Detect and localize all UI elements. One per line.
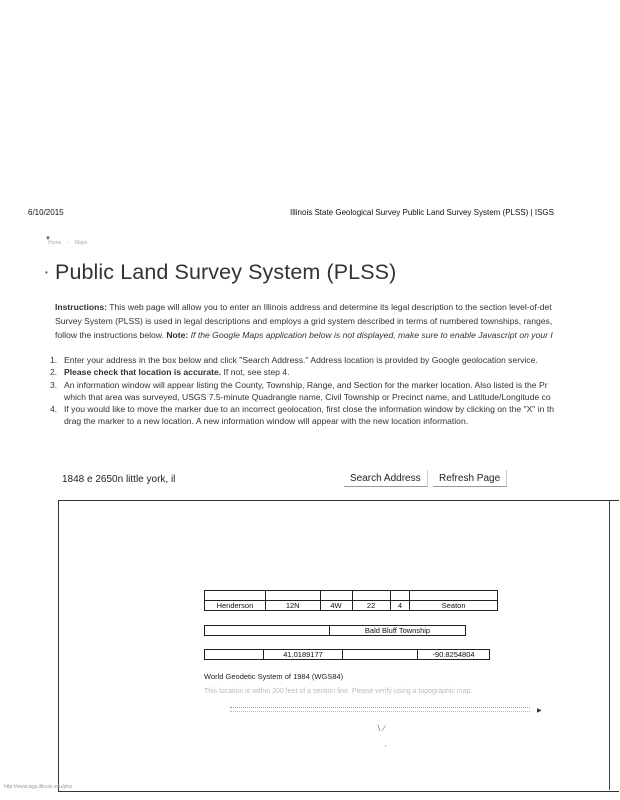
step-number: 3. [50,379,58,390]
civil-township-cell: Bald Bluff Township [330,626,466,636]
instructions-line-2: Survey System (PLSS) is used in legal descriptions and employs a grid system described in terms of numbered townships, ranges, [55,316,553,326]
print-page-title: Illinois State Geological Survey Public Land Survey System (PLSS) | ISGS [290,208,554,217]
step-text-cont: which that area was surveyed, USGS 7.5-minute Quadrangle name, Civil Township or Precinct name, and Latitude/Longitude co [64,391,551,402]
breadcrumb-maps[interactable]: Maps [75,240,88,246]
step-number: 4. [50,404,58,415]
latitude-cell: 41.0189177 [264,650,343,660]
step-text-cont: drag the marker to a new location. A new information window will appear with the new location information. [64,416,469,427]
longitude-cell: -90.8254804 [418,650,490,660]
search-address-button[interactable]: Search Address [344,470,428,487]
county-cell: Henderson [205,601,266,611]
refresh-page-button[interactable]: Refresh Page [433,470,507,487]
step-text: If not, see step 4. [221,367,290,378]
table-row [205,626,466,636]
address-input[interactable]: 1848 e 2650n little york, il [62,474,176,485]
step-text: If you would like to move the marker due to an incorrect geolocation, first close the information window by clicking on the "X" in th [64,404,554,415]
table-cell [205,591,266,601]
instructions-line-1 [55,302,552,312]
datum-label: World Geodetic System of 1984 (WGS84) [204,672,344,681]
note-label: Note: [166,330,189,340]
table-cell [390,591,410,601]
step-number: 2. [50,367,58,378]
table-row [205,601,498,611]
breadcrumb-marker: ▼ [45,236,51,242]
table-cell [410,591,498,601]
note-text: If the Google Maps application below is not displayed, make sure to enable Javascript on your I [190,330,553,340]
step-text: An information window will appear listing the County, Township, Range, and Section for the marker location. Also listed is the Pr [64,379,548,390]
table-cell [352,591,390,601]
range-cell: 4W [320,601,352,611]
play-arrow-icon: ▶ [537,708,542,714]
step-number: 1. [50,355,58,365]
quadrangle-cell: Seaton [410,601,498,611]
marker-tick-icon: ’ [385,745,387,752]
step-text: Enter your address in the box below and click "Search Address." Address location is provided by Google geolocation service. [64,355,538,365]
step-2 [50,366,554,378]
map-border-right [609,500,610,790]
plss-info-table [204,590,498,611]
instructions-text-1: This web page will allow you to enter an Illinois address and determine its legal description to the section level-of-det [109,302,552,312]
footer-url: http://www.isgs.illinois.edu/plss [4,784,73,790]
table-cell [320,591,352,601]
marker-icon[interactable]: ∖ ∕ [376,724,385,733]
step-3 [50,379,554,404]
print-date: 6/10/2015 [28,208,64,217]
section-line-note: This location is within 200 feet of a section line. Please verify using a topographic map. [204,688,473,695]
table-row [205,650,490,660]
principal-meridian-cell: 4 [390,601,410,611]
lat-long-table [204,649,490,660]
table-cell [205,650,264,660]
instructions-text-3a: follow the instructions below. [55,330,164,340]
instructions-label: Instructions: [55,302,108,312]
instructions-line-3 [55,330,553,340]
faded-link-line [230,707,530,712]
township-cell: 12N [265,601,320,611]
table-header-row [205,591,498,601]
table-cell [343,650,418,660]
step-1 [50,354,554,366]
step-bold: Please check that location is accurate. [64,367,222,378]
section-cell: 22 [352,601,390,611]
map-canvas[interactable] [58,500,619,792]
title-marker: • [45,268,48,277]
breadcrumb-separator: › [67,240,70,246]
page-title: Public Land Survey System (PLSS) [55,260,397,284]
civil-township-table [204,625,466,636]
breadcrumb [48,240,93,246]
step-4 [50,403,554,428]
steps-list [50,354,554,428]
table-cell [205,626,330,636]
breadcrumb-home[interactable]: Home [48,240,62,246]
table-cell [265,591,320,601]
